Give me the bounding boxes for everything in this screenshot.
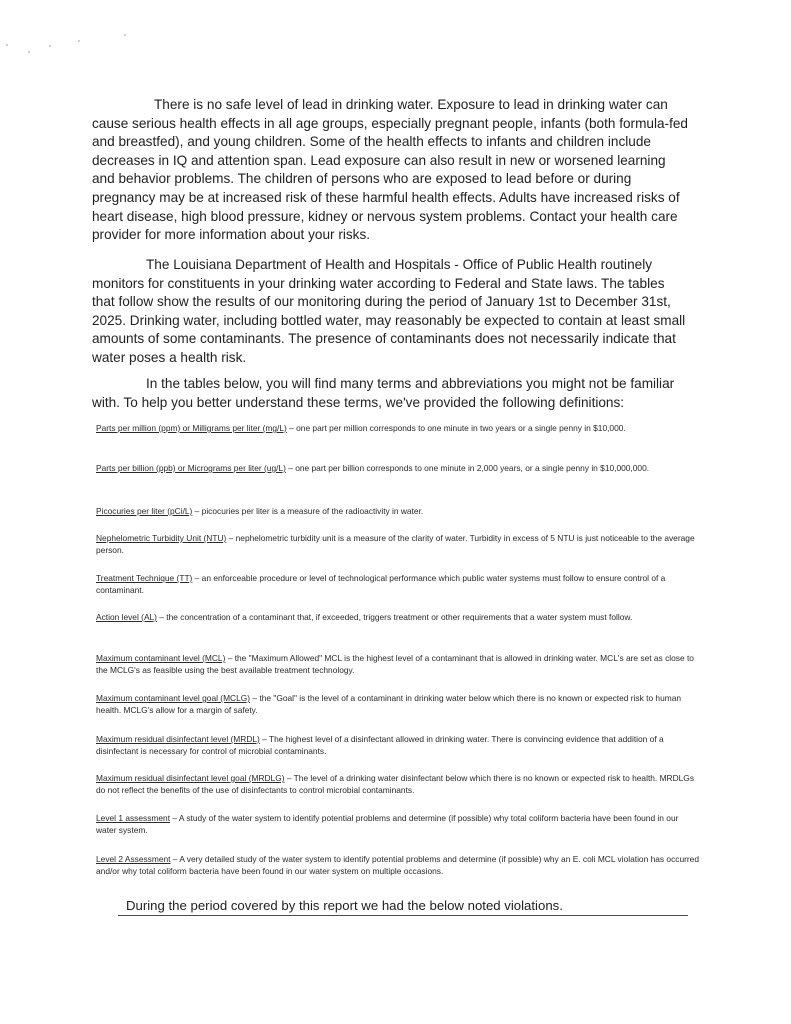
definition-text: – the "Goal" is the level of a contaminant in drinking water below which there is no known or expected risk to human health. MCLG's allow for a margin of safety. xyxy=(96,693,682,716)
definition-text: – A very detailed study of the water system to identify potential problems and determine (if possible) why an E. coli MCL violation has occurred and/or why total coliform bacteria have been found in our water system on multiple occasions. xyxy=(96,854,699,877)
definition-text: – picocuries per liter is a measure of the radioactivity in water. xyxy=(192,506,424,516)
definition-ntu xyxy=(96,532,700,556)
definition-text: – one part per billion corresponds to one minute in 2,000 years, or a single penny in $10,000,000. xyxy=(285,463,650,473)
definition-term: Parts per billion (ppb) or Micrograms per liter (ug/L) xyxy=(96,463,286,473)
definition-term: Maximum residual disinfectant level goal (MRDLG) xyxy=(96,773,285,783)
definition-term: Maximum contaminant level (MCL) xyxy=(96,653,226,663)
definition-mrdl xyxy=(96,733,700,757)
definition-text: – A study of the water system to identify potential problems and determine (if possible) why total coliform bacteria have been found in our water system. xyxy=(96,813,679,836)
definition-term: Maximum contaminant level goal (MCLG) xyxy=(96,693,251,703)
violations-underline xyxy=(118,915,688,916)
definition-tt xyxy=(96,572,700,596)
definition-level-2-assessment xyxy=(96,853,700,877)
definition-ppm xyxy=(96,422,700,434)
definition-text: – the "Maximum Allowed" MCL is the highest level of a contaminant that is allowed in drinking water. MCL's are set as close to the MCLG's as feasible using the best available treatment technology. xyxy=(96,653,694,676)
definition-text: – The level of a drinking water disinfectant below which there is no known or expected risk to health. MRDLGs do not reflect the benefits of the use of disinfectants to control microbial contaminants. xyxy=(96,773,695,796)
definition-text: – the concentration of a contaminant that, if exceeded, triggers treatment or other requirements that a water system must follow. xyxy=(156,612,633,622)
definition-term: Treatment Technique (TT) xyxy=(96,573,193,583)
monitoring-paragraph: The Louisiana Department of Health and Hospitals - Office of Public Health routinely monitors for constituents in your drinking water according to Federal and State laws. The tables that follow show the results of our monitoring during the period of January 1st to December 31st, 2025. Drinking water, including bottled water, may reasonably be expected to contain at least small amounts of some contaminants. The presence of contaminants does not necessarily indicate that water poses a health risk. xyxy=(92,257,686,365)
definition-term: Level 1 assessment xyxy=(96,813,171,823)
terms-intro-paragraph: In the tables below, you will find many terms and abbreviations you might not be familiar with. To help you better understand these terms, we've provided the following definitions: xyxy=(92,376,675,410)
definition-text: – The highest level of a disinfectant allowed in drinking water. There is convincing evidence that addition of a disinfectant is necessary for control of microbial contaminants. xyxy=(96,734,664,757)
definition-term: Parts per million (ppm) or Milligrams per liter (mg/L) xyxy=(96,423,287,433)
definition-al xyxy=(96,611,700,623)
definition-mrdlg xyxy=(96,772,700,796)
definition-level-1-assessment xyxy=(96,812,700,836)
definition-term: Maximum residual disinfectant level (MRDL) xyxy=(96,734,260,744)
definition-text: – nephelometric turbidity unit is a measure of the clarity of water. Turbidity in excess of 5 NTU is just noticeable to the average person. xyxy=(96,533,695,556)
definition-pci xyxy=(96,505,700,517)
definition-ppb xyxy=(96,462,700,474)
definition-text: – an enforceable procedure or level of technological performance which public water systems must follow to ensure control of a contaminant. xyxy=(96,573,666,596)
violations-heading: During the period covered by this report we had the below noted violations. xyxy=(126,898,563,913)
definition-term: Level 2 Assessment xyxy=(96,854,171,864)
definition-mcl xyxy=(96,652,700,676)
definition-term: Picocuries per liter (pCi/L) xyxy=(96,506,193,516)
definition-mclg xyxy=(96,692,700,716)
definition-text: – one part per million corresponds to one minute in two years or a single penny in $10,000. xyxy=(286,423,626,433)
lead-paragraph: There is no safe level of lead in drinking water. Exposure to lead in drinking water can cause serious health effects in all age groups, especially pregnant people, infants (both formula-fed and breastfed), and young children. Some of the health effects to infants and children include decreases in IQ and attention span. Lead exposure can also result in new or worsened learning and behavior problems. The children of persons who are exposed to lead before or during pregnancy may be at increased risk of these harmful health effects. Adults have increased risks of heart disease, high blood pressure, kidney or nervous system problems. Contact your health care provider for more information about your risks. xyxy=(92,97,688,243)
definition-term: Action level (AL) xyxy=(96,612,157,622)
definition-term: Nephelometric Turbidity Unit (NTU) xyxy=(96,533,227,543)
